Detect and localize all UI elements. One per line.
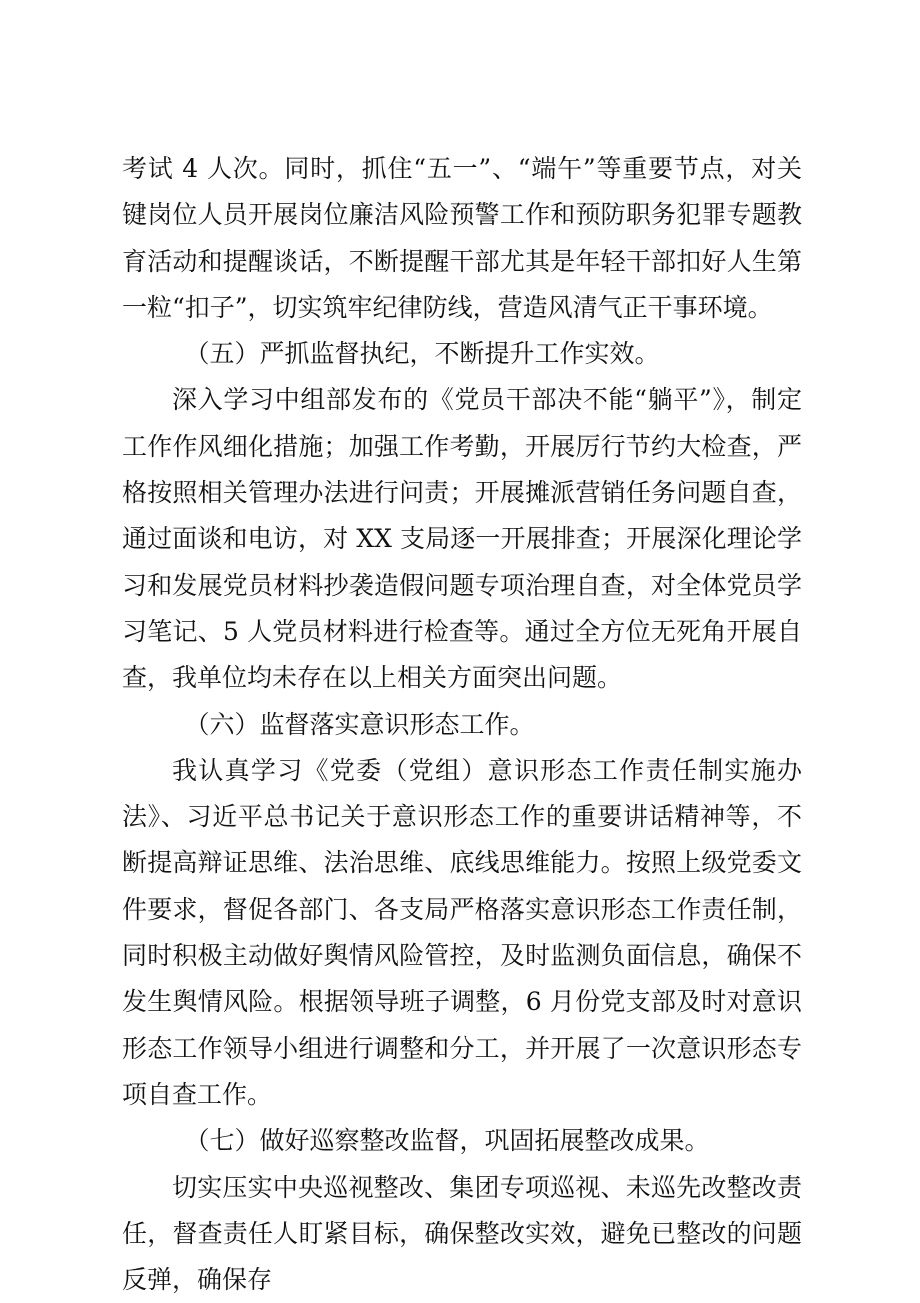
paragraph-inspection: 切实压实中央巡视整改、集团专项巡视、未巡先改整改责任，督查责任人盯紧目标，确保整改实效，避免已整改的问题反弹，确保存 — [122, 1172, 802, 1295]
section-heading-6: （六）监督落实意识形态工作。 — [184, 709, 535, 739]
document-page — [122, 146, 802, 1303]
section-heading-7: （七）做好巡察整改监督，巩固拓展整改成果。 — [184, 1126, 710, 1156]
paragraph-supervision: 深入学习中组部发布的《党员干部决不能“躺平”》，制定工作作风细化措施；加强工作考勤，开展厉行节约大检查，严格按照相关管理办法进行问责；开展摊派营销任务问题自查，通过面谈和电访，对 XX 支局逐一开展排查；开展深化理论学习和发展党员材料抄袭造假问题专项治理自查，对全体党员学习笔记、5 人党员材料进行检查等。通过全方位无死角开展自查，我单位均未存在以上相关方面突出问题。 — [122, 385, 802, 693]
section-heading-5: （五）严抓监督执纪，不断提升工作实效。 — [184, 339, 660, 369]
paragraph-continued: 考试 4 人次。同时，抓住“五一”、“端午”等重要节点，对关键岗位人员开展岗位廉洁风险预警工作和预防职务犯罪专题教育活动和提醒谈话，不断提醒干部尤其是年轻干部扣好人生第一粒“扣子”，切实筑牢纪律防线，营造风清气正干事环境。 — [122, 154, 802, 322]
paragraph-ideology: 我认真学习《党委（党组）意识形态工作责任制实施办法》、习近平总书记关于意识形态工作的重要讲话精神等，不断提高辩证思维、法治思维、底线思维能力。按照上级党委文件要求，督促各部门、各支局严格落实意识形态工作责任制，同时积极主动做好舆情风险管控，及时监测负面信息，确保不发生舆情风险。根据领导班子调整，6 月份党支部及时对意识形态工作领导小组进行调整和分工，并开展了一次意识形态专项自查工作。 — [122, 755, 802, 1109]
